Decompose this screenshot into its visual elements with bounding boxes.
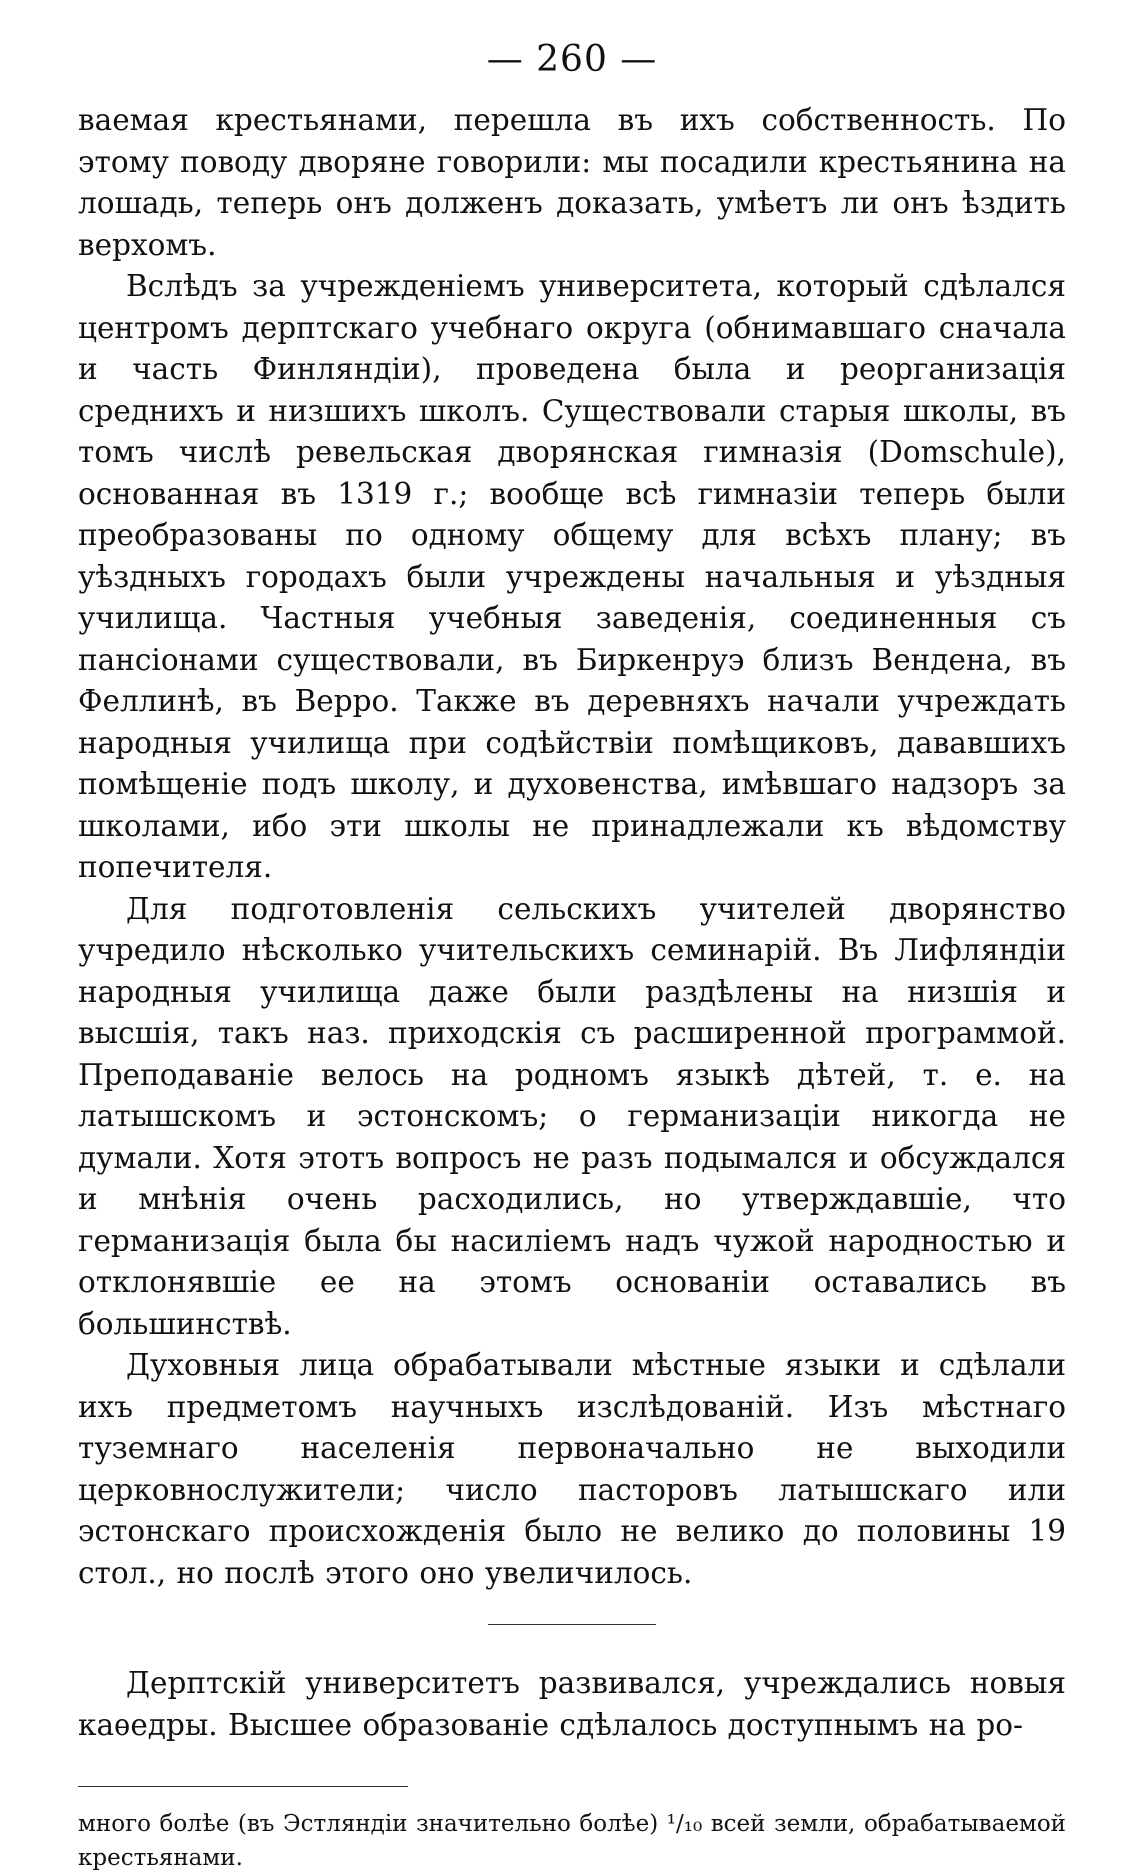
page-number: — 260 — [486,39,658,80]
paragraph-clergy-languages: Духовныя лица обрабатывали мѣстные языки и сдѣлали ихъ предметомъ научныхъ изслѣдованій. Изъ мѣстнаго туземнаго населенія первоначально не выходили церковнослужители; число пасторовъ латышскаго или эстонскаго происхожденія было не велико до половины 19 стол., но послѣ этого оно увеличилось. [78,1348,1066,1590]
footnote: много болѣе (въ Эстляндіи значительно болѣе) ¹/₁₀ всей земли, обрабатываемой крестьянами. [78,1811,1066,1871]
paragraph-teacher-seminaries: Для подготовленія сельскихъ учителей дворянство учредило нѣсколько учительскихъ семинарій. Въ Лифляндіи народныя училища даже были раздѣлены на низшія и высшія, такъ наз. приходскія съ расширенной программой. Преподаваніе велось на родномъ языкѣ дѣтей, т. е. на латышскомъ и эстонскомъ; о германизаціи никогда не думали. Хотя этотъ вопросъ не разъ подымался и обсуждался и мнѣнія очень расходились, но утверждавшіе, что германизація была бы насиліемъ надъ чужой народностью и отклонявшіе ее на этомъ основаніи оставались въ большинствѣ. [78,891,1066,1341]
paragraph-dorpat-university: Дерптскій университетъ развивался, учреждались новыя каѳедры. Высшее образованіе сдѣлалось доступнымъ на ро- [78,1666,1066,1742]
paragraph-university-schools: Вслѣдъ за учрежденіемъ университета, который сдѣлался центромъ дерптскаго учебнаго округа (обнимавшаго сначала и часть Финляндіи), проведена была и реорганизація среднихъ и низшихъ школъ. Существовали старыя школы, въ томъ числѣ ревельская дворянская гимназія (Domschule), основанная въ 1319 г.; вообще всѣ гимназіи теперь были преобразованы по одному общему для всѣхъ плану; въ уѣздныхъ городахъ были учреждены начальныя и уѣздныя училища. Частныя учебныя заведенія, соединенныя съ пансіонами существовали, въ Биркенруэ близъ Вендена, въ Феллинѣ, въ Верро. Также въ деревняхъ начали учреждать народныя училища при содѣйствіи помѣщиковъ, дававшихъ помѣщеніе подъ школу, и духовенства, имѣвшаго надзоръ за школами, ибо эти школы не принадлежали къ вѣдомству попечителя. [78,269,1066,884]
section-separator [488,1624,656,1625]
paragraph-continuation: ваемая крестьянами, перешла въ ихъ собственность. По этому поводу дворяне говорили: мы посадили крестьянина на лошадь, теперь онъ долженъ доказать, умѣетъ ли онъ ѣздить верхомъ. [78,103,1066,262]
footnote-rule [78,1786,408,1787]
